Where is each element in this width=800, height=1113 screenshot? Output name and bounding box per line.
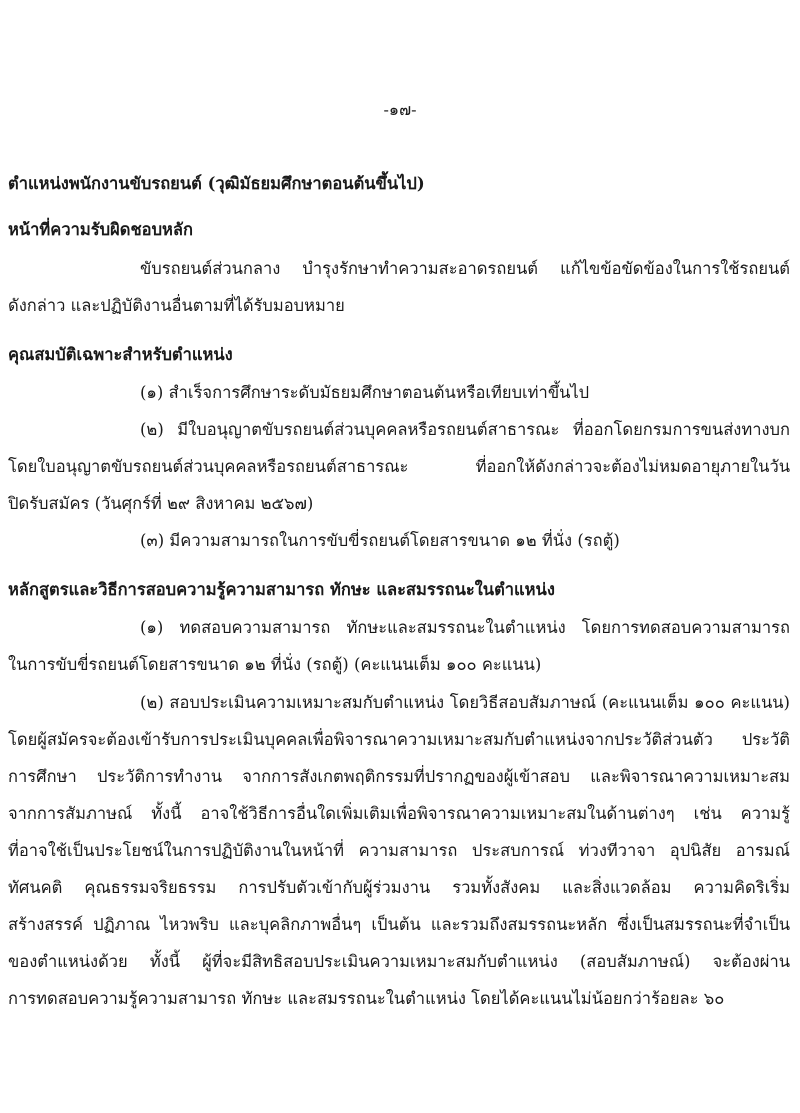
duties-heading: หน้าที่ความรับผิดชอบหลัก (8, 220, 194, 239)
duties-line: ขับรถยนต์ส่วนกลาง บำรุงรักษาทำความสะอาดรถยนต์ แก้ไขข้อขัดข้องในการใช้รถยนต์ (140, 259, 790, 278)
assessment-item-continued: ที่อาจใช้เป็นประโยชน์ในการปฏิบัติงานในหน้าที่ ความสามารถ ประสบการณ์ ท่วงทีวาจา อุปนิสัย อารมณ์ (8, 841, 790, 860)
assessment-item-continued: สร้างสรรค์ ปฏิภาณ ไหวพริบ และบุคลิกภาพอื่นๆ เป็นต้น และรวมถึงสมรรถนะหลัก ซึ่งเป็นสมรรถนะที่จำเป็น (8, 915, 790, 934)
assessment-item-continued: ของตำแหน่งด้วย ทั้งนี้ ผู้ที่จะมีสิทธิสอบประเมินความเหมาะสมกับตำแหน่ง (สอบสัมภาษณ์) จะต้องผ่าน (8, 952, 790, 971)
qualifications-heading: คุณสมบัติเฉพาะสำหรับตำแหน่ง (8, 345, 233, 364)
assessment-item-continued: การทดสอบความรู้ความสามารถ ทักษะ และสมรรถนะในตำแหน่ง โดยได้คะแนนไม่น้อยกว่าร้อยละ ๖๐ (8, 989, 725, 1008)
assessment-item-continued: จากการสัมภาษณ์ ทั้งนี้ อาจใช้วิธีการอื่นใดเพิ่มเติมเพื่อพิจารณาความเหมาะสมในด้านต่างๆ เช่น ความรู้ (8, 804, 790, 823)
position-title: ตำแหน่งพนักงานขับรถยนต์ (วุฒิมัธยมศึกษาตอนต้นขึ้นไป) (8, 174, 425, 193)
qualification-item-continued: ปิดรับสมัคร (วันศุกร์ที่ ๒๙ สิงหาคม ๒๕๖๗) (8, 494, 314, 513)
assessment-item-continued: ในการขับขี่รถยนต์โดยสารขนาด ๑๒ ที่นั่ง (รถตู้) (คะแนนเต็ม ๑๐๐ คะแนน) (8, 655, 542, 674)
qualification-item: (๓) มีความสามารถในการขับขี่รถยนต์โดยสารขนาด ๑๒ ที่นั่ง (รถตู้) (140, 531, 620, 550)
qualification-item-continued: โดยใบอนุญาตขับรถยนต์ส่วนบุคคลหรือรถยนต์สาธารณะ ที่ออกให้ดังกล่าวจะต้องไม่หมดอายุภายในวัน (8, 457, 790, 476)
assessment-item-continued: ทัศนคติ คุณธรรมจริยธรรม การปรับตัวเข้ากับผู้ร่วมงาน รวมทั้งสังคม และสิ่งแวดล้อม ความคิดริเริ่ม (8, 878, 790, 897)
assessment-item-continued: การศึกษา ประวัติการทำงาน จากการสังเกตพฤติกรรมที่ปรากฏของผู้เข้าสอบ และพิจารณาความเหมาะสม (8, 767, 790, 786)
qualification-item: (๒) มีใบอนุญาตขับรถยนต์ส่วนบุคคลหรือรถยนต์สาธารณะ ที่ออกโดยกรมการขนส่งทางบก (140, 420, 790, 439)
assessment-item: (๑) ทดสอบความสามารถ ทักษะและสมรรถนะในตำแหน่ง โดยการทดสอบความสามารถ (140, 618, 790, 637)
qualification-item: (๑) สำเร็จการศึกษาระดับมัธยมศึกษาตอนต้นหรือเทียบเท่าขึ้นไป (140, 383, 590, 402)
assessment-item: (๒) สอบประเมินความเหมาะสมกับตำแหน่ง โดยวิธีสอบสัมภาษณ์ (คะแนนเต็ม ๑๐๐ คะแนน) (140, 693, 790, 712)
assessment-item-continued: โดยผู้สมัครจะต้องเข้ารับการประเมินบุคคลเพื่อพิจารณาความเหมาะสมกับตำแหน่งจากประวัติส่วนตัว ประวัติ (8, 730, 790, 749)
assessment-heading: หลักสูตรและวิธีการสอบความรู้ความสามารถ ทักษะ และสมรรถนะในตำแหน่ง (8, 580, 555, 599)
page-number: -๑๗- (383, 100, 417, 119)
duties-line: ดังกล่าว และปฏิบัติงานอื่นตามที่ได้รับมอบหมาย (8, 296, 345, 315)
